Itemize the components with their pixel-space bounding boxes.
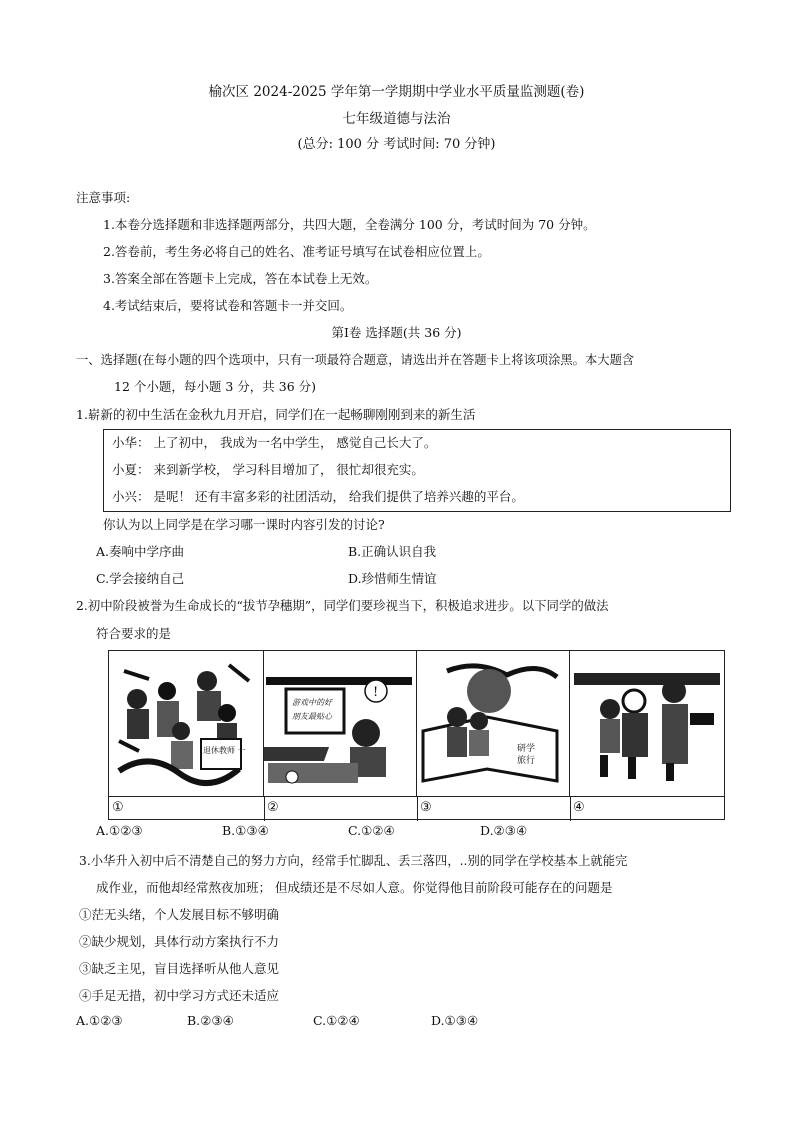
note-item-1: 1.本卷分选择题和非选择题两部分，共四大题，全卷满分 100 分，考试时间为 70 分钟。 [103, 217, 596, 232]
section-title: 第Ⅰ卷 选择题(共 36 分) [331, 325, 462, 340]
q3-option-b: B.②③④ [187, 1013, 234, 1028]
q1-question: 你认为以上同学是在学习哪一课时内容引发的讨论? [103, 517, 385, 532]
q1-option-d: D.珍惜师生情谊 [348, 571, 437, 586]
q2-book-text-1: 研学 [517, 744, 536, 754]
q2-picture-1 [109, 651, 264, 796]
q2-option-c: C.①②④ [348, 823, 395, 838]
q1-dialog-line: 小兴： 是呢！ 还有丰富多彩的社团活动， 给我们提供了培养兴趣的平台。 [112, 489, 524, 504]
q2-image-table [108, 650, 725, 820]
q2-option-d: D.②③④ [480, 823, 528, 838]
q3-option-d: D.①③④ [431, 1013, 479, 1028]
q3-item-1: ①茫无头绪，个人发展目标不够明确 [79, 907, 280, 922]
section-instruction-1: 一、选择题(在每小题的四个选项中，只有一项最符合题意，请选出并在答题卡上将该项涂黑。本大题含 [76, 353, 635, 367]
q3-item-3: ③缺乏主见，盲目选择听从他人意见 [79, 961, 280, 976]
q2-caption-1: ① [112, 800, 124, 815]
q3-stem-1: 3.小华升入初中后不清楚自己的努力方向，经常手忙脚乱、丢三落四，..别的同学在学校基本上就能完 [79, 854, 628, 868]
q1-option-c: C.学会接纳自己 [96, 571, 185, 586]
q2-screen-text-2: 朋友最贴心 [292, 712, 332, 721]
q3-option-a: A.①②③ [76, 1013, 123, 1028]
note-item-3: 3.答案全部在答题卡上完成，答在本试卷上无效。 [103, 271, 378, 286]
q2-option-b: B.①③④ [222, 823, 269, 838]
q1-dialog-box [103, 429, 731, 512]
q1-dialog-line: 小夏： 来到新学校， 学习科目增加了， 很忙却很充实。 [112, 462, 424, 477]
q2-caption-row [109, 796, 724, 821]
q1-dialog-line: 小华： 上了初中， 我成为一名中学生， 感觉自己长大了。 [112, 435, 437, 450]
q2-stem-2: 符合要求的是 [96, 626, 172, 641]
q3-stem-2: 成作业，而他却经常熬夜加班； 但成绩还是不尽如人意。你觉得他目前阶段可能存在的问题是 [96, 880, 613, 895]
q1-stem: 1.崭新的初中生活在金秋九月开启，同学们在一起畅聊刚刚到来的新生活 [76, 407, 476, 422]
q2-picture-3 [417, 651, 570, 796]
q3-option-c: C.①②④ [313, 1013, 360, 1028]
q3-item-4: ④手足无措，初中学习方式还未适应 [79, 988, 280, 1003]
q2-option-a: A.①②③ [96, 823, 143, 838]
exam-title: 榆次区 2024-2025 学年第一学期期中学业水平质量监测题(卷) [208, 84, 585, 100]
q2-caption-4: ④ [573, 800, 585, 815]
q2-picture-2 [264, 651, 417, 796]
note-item-2: 2.答卷前，考生务必将自己的姓名、准考证号填写在试卷相应位置上。 [103, 244, 490, 259]
section-instruction-2: 12 个小题，每小题 3 分，共 36 分) [114, 379, 317, 394]
q2-caption-2: ② [267, 800, 279, 815]
exam-subtitle: 七年级道德与法治 [342, 111, 451, 127]
q2-stem-1: 2.初中阶段被誉为生命成长的“拔节孕穗期”，同学们要珍视当下，积极追求进步。以下同学的做法 [76, 598, 609, 613]
q1-option-b: B.正确认识自我 [348, 544, 437, 559]
q2-book-text-2: 旅行 [517, 756, 536, 766]
q2-bubble-text: ! [373, 685, 379, 700]
q2-caption-3: ③ [420, 800, 432, 815]
notes-heading: 注意事项: [76, 190, 131, 205]
q2-poster-text: 退休教师 一 [203, 746, 246, 755]
note-item-4: 4.考试结束后，要将试卷和答题卡一并交回。 [103, 298, 353, 313]
q3-item-2: ②缺少规划，具体行动方案执行不力 [79, 934, 280, 949]
q2-picture-4 [570, 651, 725, 796]
q1-option-a: A.奏响中学序曲 [96, 544, 185, 559]
exam-meta: (总分: 100 分 考试时间: 70 分钟) [297, 137, 496, 152]
q2-screen-text-1: 游戏中的好 [292, 698, 332, 707]
